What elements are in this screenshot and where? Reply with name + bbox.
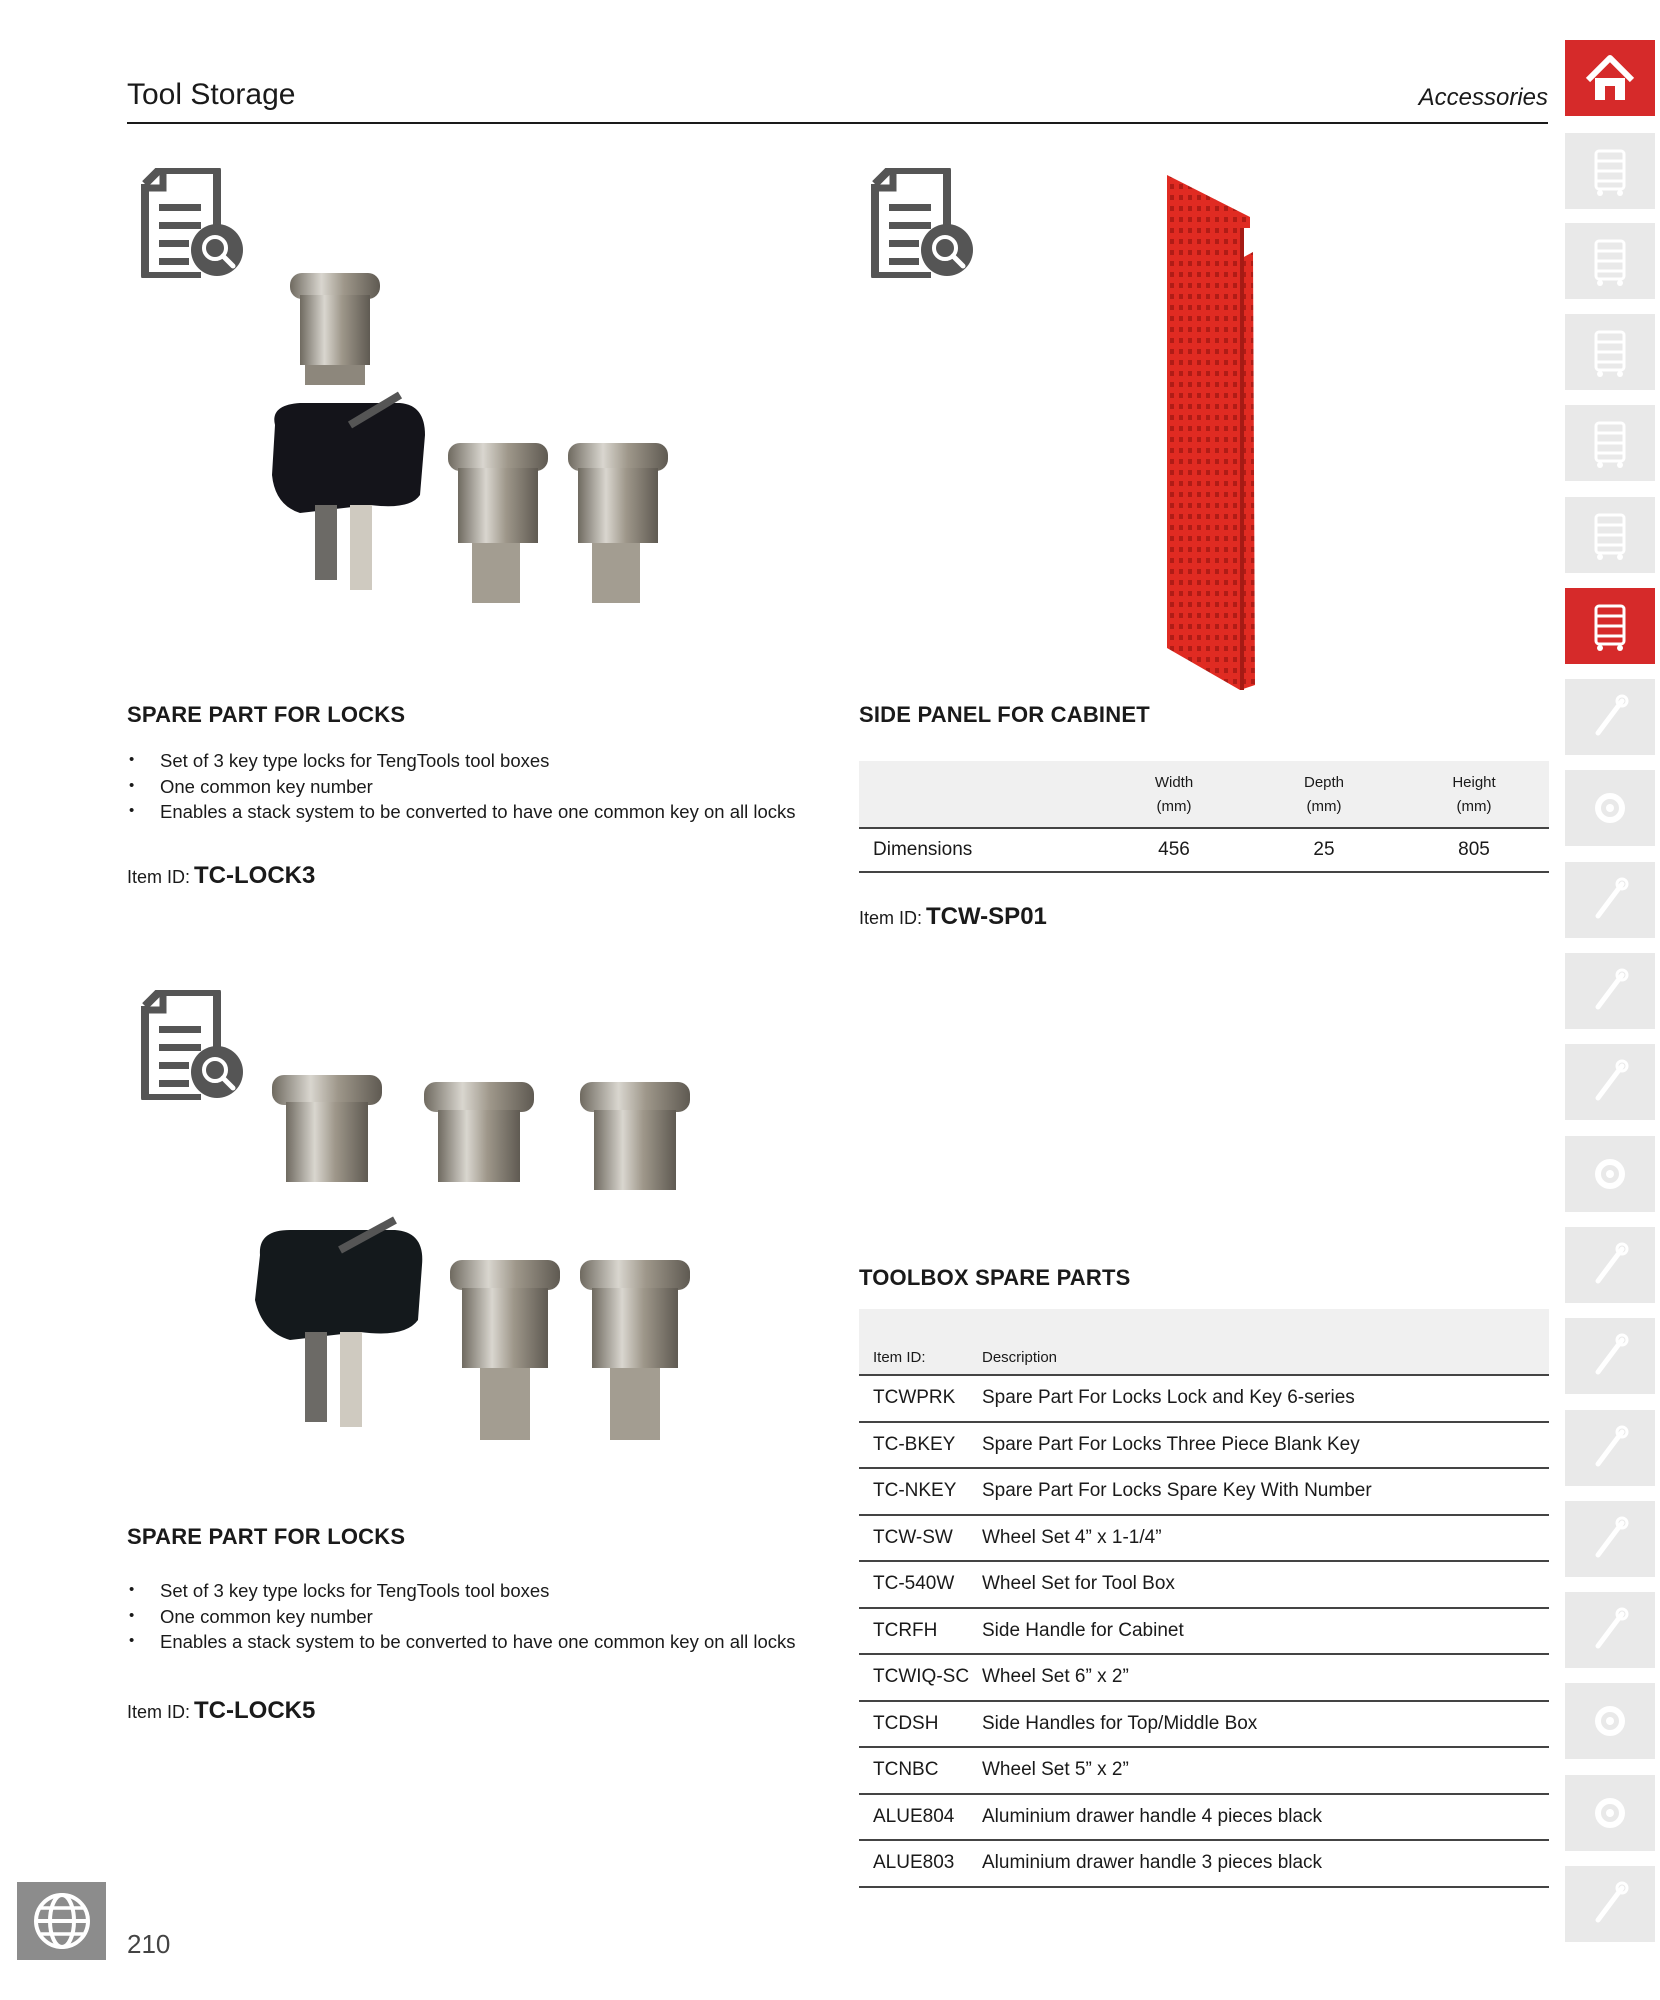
sidebar-tab-knife[interactable]	[1565, 1501, 1655, 1577]
part-description: Side Handle for Cabinet	[982, 1619, 1184, 1641]
item-id-code: TC-LOCK5	[194, 1697, 316, 1724]
part-item-id: TCW-SW	[873, 1526, 953, 1548]
part-item-id: TCDSH	[873, 1712, 939, 1734]
specialty-gears-icon	[1582, 1785, 1638, 1841]
part-description: Spare Part For Locks Spare Key With Number	[982, 1480, 1372, 1502]
sidebar-tab-socket[interactable]	[1565, 770, 1655, 846]
product-title: SPARE PART FOR LOCKS	[127, 1524, 406, 1549]
feature-list	[127, 1578, 817, 1655]
side-panel-image	[1150, 170, 1270, 690]
table-row	[859, 1376, 1549, 1423]
part-description: Wheel Set 6” x 2”	[982, 1666, 1129, 1688]
socket-icon	[1582, 780, 1638, 836]
sidebar-tab-power-tools[interactable]	[1565, 1866, 1655, 1942]
column-header-description: Description	[982, 1349, 1058, 1366]
feature-item: • One common key number	[127, 1604, 817, 1630]
tool-set-icon	[1582, 507, 1638, 563]
part-description: Spare Part For Locks Three Piece Blank Key	[982, 1433, 1360, 1455]
sidebar-tab-adjustable-wrench[interactable]	[1565, 953, 1655, 1029]
feature-item: • Enables a stack system to be converted to have one common key on all locks	[127, 1629, 817, 1655]
product-sheet-icon[interactable]	[137, 990, 247, 1100]
table-row	[859, 1609, 1549, 1656]
item-id-code: TC-LOCK3	[194, 862, 316, 889]
table-row	[859, 1469, 1549, 1516]
table-row	[859, 1702, 1549, 1749]
sidebar-tab-specialty-gears[interactable]	[1565, 1775, 1655, 1851]
part-item-id: ALUE804	[873, 1805, 955, 1827]
electrical-icon	[1582, 1420, 1638, 1476]
bits-icon	[1582, 1146, 1638, 1202]
table-row	[859, 1423, 1549, 1470]
sidebar-tab-tool-module[interactable]	[1565, 405, 1655, 481]
sidebar-tab-tool-set[interactable]	[1565, 497, 1655, 573]
part-item-id: TC-540W	[873, 1573, 955, 1595]
height-value: 805	[1458, 839, 1490, 860]
item-id	[859, 903, 1047, 931]
knife-icon	[1582, 1511, 1638, 1567]
column-header-height: Height (mm)	[1452, 774, 1496, 815]
lock-set-3-image	[260, 265, 680, 645]
part-item-id: TCWPRK	[873, 1387, 956, 1409]
globe-icon	[32, 1891, 92, 1951]
sidebar-tab-tool-storage[interactable]	[1565, 588, 1655, 664]
sidebar-tab-tool-trolley[interactable]	[1565, 133, 1655, 209]
part-item-id: TC-NKEY	[873, 1480, 957, 1502]
part-item-id: TCNBC	[873, 1759, 939, 1781]
sidebar-tab-home[interactable]	[1565, 40, 1655, 116]
section-label: Accessories	[1418, 84, 1548, 111]
sidebar-tab-torque-wrench[interactable]	[1565, 862, 1655, 938]
adjustable-wrench-icon	[1582, 963, 1638, 1019]
tool-module-icon	[1582, 415, 1638, 471]
table-row	[859, 1748, 1549, 1795]
tool-case-icon	[1582, 233, 1638, 289]
table-header	[859, 761, 1549, 829]
feature-item: • Set of 3 key type locks for TengTools tool boxes	[127, 1578, 817, 1604]
part-item-id: TCRFH	[873, 1619, 938, 1641]
product-title: SIDE PANEL FOR CABINET	[859, 702, 1150, 727]
sidebar-tab-electrical[interactable]	[1565, 1410, 1655, 1486]
screwdriver-icon	[1582, 1054, 1638, 1110]
part-item-id: TC-BKEY	[873, 1433, 956, 1455]
feature-item: • Enables a stack system to be converted to have one common key on all locks	[127, 799, 817, 825]
page-title: Tool Storage	[127, 78, 296, 111]
tool-storage-icon	[1582, 598, 1638, 654]
item-id-code: TCW-SP01	[926, 903, 1047, 930]
product-sheet-icon[interactable]	[867, 168, 977, 278]
sidebar-tab-tool-cabinet[interactable]	[1565, 314, 1655, 390]
item-id-label: Item ID:	[127, 867, 191, 887]
product-sheet-icon[interactable]	[137, 168, 247, 278]
feature-item: • One common key number	[127, 774, 817, 800]
table-row	[859, 1655, 1549, 1702]
sidebar-tab-tool-case[interactable]	[1565, 223, 1655, 299]
home-icon	[1582, 50, 1638, 106]
part-description: Aluminium drawer handle 4 pieces black	[982, 1805, 1323, 1827]
part-item-id: ALUE803	[873, 1852, 955, 1874]
part-item-id: TCWIQ-SC	[873, 1666, 970, 1688]
sidebar-tab-hex-keys[interactable]	[1565, 1227, 1655, 1303]
wrench-icon	[1582, 689, 1638, 745]
sidebar-tab-bits[interactable]	[1565, 1136, 1655, 1212]
table-row	[859, 1516, 1549, 1563]
table-row	[859, 1841, 1549, 1888]
sidebar-tab-screwdriver[interactable]	[1565, 1044, 1655, 1120]
website-button[interactable]	[17, 1882, 106, 1960]
part-description: Spare Part For Locks Lock and Key 6-series	[982, 1387, 1355, 1409]
item-id-label: Item ID:	[127, 1702, 191, 1722]
sidebar-tab-wrench[interactable]	[1565, 679, 1655, 755]
measuring-tape-icon	[1582, 1602, 1638, 1658]
item-id	[127, 1697, 315, 1725]
lock-set-5-image	[250, 1070, 700, 1470]
part-description: Aluminium drawer handle 3 pieces black	[982, 1852, 1323, 1874]
depth-value: 25	[1313, 839, 1335, 860]
item-id-label: Item ID:	[859, 908, 923, 928]
hex-keys-icon	[1582, 1237, 1638, 1293]
row-label: Dimensions	[873, 839, 973, 860]
column-header-item-id: Item ID:	[873, 1349, 926, 1366]
column-header-width: Width (mm)	[1154, 774, 1194, 815]
page-number: 210	[127, 1929, 171, 1959]
sidebar-tab-pliers[interactable]	[1565, 1318, 1655, 1394]
tool-trolley-icon	[1582, 143, 1638, 199]
table-row	[859, 829, 1549, 873]
feature-item: • Set of 3 key type locks for TengTools tool boxes	[127, 748, 817, 774]
part-description: Wheel Set 4” x 1-1/4”	[982, 1526, 1162, 1548]
tool-cabinet-icon	[1582, 324, 1638, 380]
feature-list	[127, 748, 817, 825]
item-id	[127, 862, 315, 890]
gear-puller-icon	[1582, 1693, 1638, 1749]
part-description: Wheel Set 5” x 2”	[982, 1759, 1129, 1781]
part-description: Wheel Set for Tool Box	[982, 1573, 1175, 1595]
dimensions-table	[859, 761, 1549, 873]
table-row	[859, 1562, 1549, 1609]
product-title: SPARE PART FOR LOCKS	[127, 702, 406, 727]
width-value: 456	[1158, 839, 1190, 860]
torque-wrench-icon	[1582, 872, 1638, 928]
part-description: Side Handles for Top/Middle Box	[982, 1712, 1258, 1734]
spare-parts-title: TOOLBOX SPARE PARTS	[859, 1265, 1131, 1290]
sidebar-tab-gear-puller[interactable]	[1565, 1683, 1655, 1759]
header-divider	[127, 122, 1548, 124]
spare-parts-table	[859, 1309, 1549, 1888]
sidebar-tab-measuring-tape[interactable]	[1565, 1592, 1655, 1668]
column-header-depth: Depth (mm)	[1303, 774, 1345, 815]
power-tools-icon	[1582, 1876, 1638, 1932]
pliers-icon	[1582, 1328, 1638, 1384]
table-header	[859, 1309, 1549, 1376]
table-row	[859, 1795, 1549, 1842]
